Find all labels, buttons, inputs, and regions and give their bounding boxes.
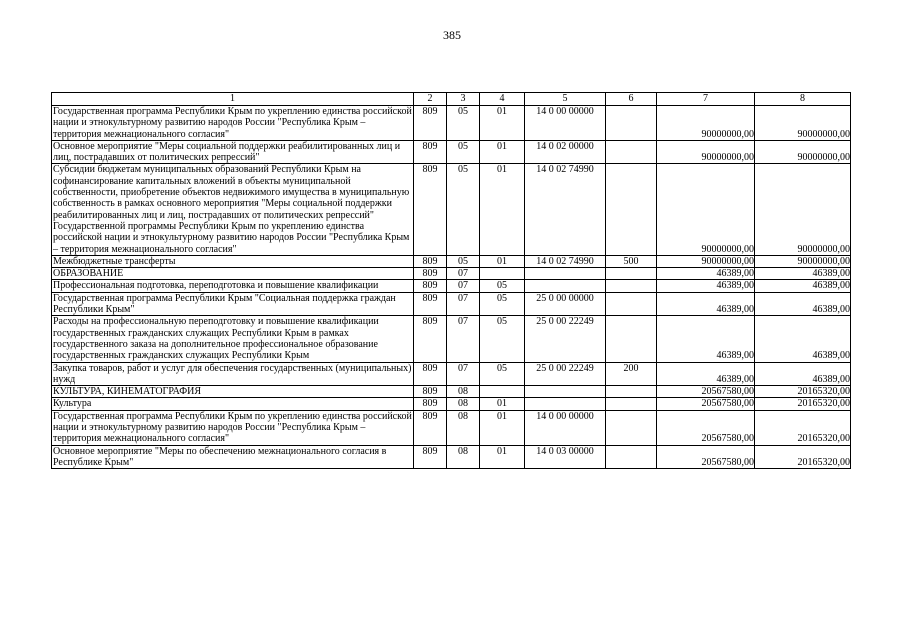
cell-section: 05 (447, 255, 480, 267)
row-name: Субсидии бюджетам муниципальных образований Республики Крым на софинансирование капитальных вложений в объекты муниципальной собственности, приобретение объектов недвижимого имущества в муниципальную собственность в рамках основного мероприятия "Меры социальной поддержки реабилитированных лиц и лиц, пострадавших от политических репрессий" Государственной программы Республики Крым по укреплению единства российской нации и этнокультурному развитию народов России "Республика Крым – территория межнационального согласия" (52, 164, 414, 255)
cell-amount-2: 20165320,00 (755, 398, 851, 410)
table-row (52, 106, 851, 141)
row-name: ОБРАЗОВАНИЕ (52, 268, 414, 280)
row-name: Основное мероприятие "Меры по обеспечению межнационального согласия в Республике Крым" (52, 445, 414, 469)
cell-admin-code: 809 (414, 106, 447, 141)
cell-subsection: 01 (480, 106, 525, 141)
row-name: Межбюджетные трансферты (52, 255, 414, 267)
cell-admin-code: 809 (414, 268, 447, 280)
cell-subsection: 01 (480, 398, 525, 410)
cell-amount-1: 90000000,00 (657, 106, 755, 141)
cell-expense-type (606, 445, 657, 469)
cell-admin-code: 809 (414, 292, 447, 316)
cell-section: 07 (447, 292, 480, 316)
cell-section: 05 (447, 164, 480, 255)
column-header: 5 (525, 93, 606, 106)
cell-target-article: 14 0 02 74990 (525, 164, 606, 255)
column-header: 7 (657, 93, 755, 106)
cell-target-article (525, 268, 606, 280)
cell-amount-1: 46389,00 (657, 292, 755, 316)
cell-amount-1: 20567580,00 (657, 445, 755, 469)
cell-subsection: 05 (480, 280, 525, 292)
cell-subsection (480, 386, 525, 398)
cell-admin-code: 809 (414, 255, 447, 267)
row-name: Закупка товаров, работ и услуг для обеспечения государственных (муниципальных) нужд (52, 362, 414, 386)
cell-expense-type (606, 164, 657, 255)
column-header: 2 (414, 93, 447, 106)
cell-subsection: 05 (480, 362, 525, 386)
cell-section: 05 (447, 106, 480, 141)
table-row (52, 445, 851, 469)
cell-amount-1: 46389,00 (657, 268, 755, 280)
cell-subsection: 01 (480, 140, 525, 164)
table-row (52, 362, 851, 386)
cell-target-article: 14 0 00 00000 (525, 106, 606, 141)
table-row (52, 316, 851, 362)
cell-admin-code: 809 (414, 362, 447, 386)
cell-expense-type (606, 386, 657, 398)
cell-section: 07 (447, 268, 480, 280)
row-name: Государственная программа Республики Крым "Социальная поддержка граждан Республики Крым" (52, 292, 414, 316)
page-number: 385 (443, 28, 461, 42)
cell-expense-type (606, 106, 657, 141)
cell-target-article: 25 0 00 00000 (525, 292, 606, 316)
cell-amount-1: 90000000,00 (657, 164, 755, 255)
cell-section: 07 (447, 316, 480, 362)
cell-admin-code: 809 (414, 386, 447, 398)
cell-amount-1: 20567580,00 (657, 410, 755, 445)
cell-amount-2: 90000000,00 (755, 106, 851, 141)
cell-amount-1: 46389,00 (657, 362, 755, 386)
row-name: Профессиональная подготовка, переподготовка и повышение квалификации (52, 280, 414, 292)
cell-amount-2: 90000000,00 (755, 140, 851, 164)
table-row (52, 398, 851, 410)
cell-target-article: 14 0 00 00000 (525, 410, 606, 445)
cell-amount-1: 20567580,00 (657, 386, 755, 398)
cell-target-article: 14 0 02 00000 (525, 140, 606, 164)
cell-admin-code: 809 (414, 164, 447, 255)
cell-amount-2: 46389,00 (755, 268, 851, 280)
cell-section: 07 (447, 362, 480, 386)
cell-section: 08 (447, 445, 480, 469)
table-row (52, 164, 851, 255)
cell-subsection (480, 268, 525, 280)
cell-expense-type (606, 410, 657, 445)
cell-section: 08 (447, 398, 480, 410)
cell-amount-2: 20165320,00 (755, 410, 851, 445)
cell-subsection: 05 (480, 292, 525, 316)
cell-amount-1: 90000000,00 (657, 140, 755, 164)
cell-amount-1: 20567580,00 (657, 398, 755, 410)
cell-admin-code: 809 (414, 280, 447, 292)
cell-amount-2: 90000000,00 (755, 164, 851, 255)
table-row (52, 292, 851, 316)
cell-expense-type (606, 398, 657, 410)
cell-target-article (525, 280, 606, 292)
cell-expense-type (606, 292, 657, 316)
cell-subsection: 01 (480, 164, 525, 255)
cell-amount-2: 90000000,00 (755, 255, 851, 267)
cell-admin-code: 809 (414, 140, 447, 164)
cell-amount-1: 46389,00 (657, 280, 755, 292)
cell-expense-type: 200 (606, 362, 657, 386)
cell-target-article: 25 0 00 22249 (525, 362, 606, 386)
table-row (52, 140, 851, 164)
column-header: 1 (52, 93, 414, 106)
cell-admin-code: 809 (414, 410, 447, 445)
row-name: Государственная программа Республики Крым по укреплению единства российской нации и этнокультурному развитию народов России "Республика Крым – территория межнационального согласия" (53, 410, 412, 445)
cell-target-article: 14 0 03 00000 (525, 445, 606, 469)
table-row (52, 280, 851, 292)
column-header: 4 (480, 93, 525, 106)
cell-amount-2: 46389,00 (755, 292, 851, 316)
cell-subsection: 01 (480, 445, 525, 469)
cell-subsection: 01 (480, 410, 525, 445)
cell-admin-code: 809 (414, 445, 447, 469)
cell-subsection: 01 (480, 255, 525, 267)
table-row (52, 255, 851, 267)
budget-table (51, 92, 851, 469)
cell-amount-1: 90000000,00 (657, 255, 755, 267)
row-name: Культура (52, 398, 414, 410)
cell-amount-1: 46389,00 (657, 316, 755, 362)
table-row (52, 386, 851, 398)
cell-target-article (525, 398, 606, 410)
table-row (52, 268, 851, 280)
header-row (52, 93, 851, 106)
cell-subsection: 05 (480, 316, 525, 362)
cell-expense-type (606, 268, 657, 280)
cell-section: 05 (447, 140, 480, 164)
cell-expense-type (606, 316, 657, 362)
cell-expense-type: 500 (606, 255, 657, 267)
cell-amount-2: 20165320,00 (755, 445, 851, 469)
cell-amount-2: 20165320,00 (755, 386, 851, 398)
cell-section: 08 (447, 386, 480, 398)
row-name: Государственная программа Республики Крым по укреплению единства российской нации и этнокультурному развитию народов России "Республика Крым – территория межнационального согласия" (53, 106, 412, 140)
column-header: 8 (755, 93, 851, 106)
cell-expense-type (606, 140, 657, 164)
cell-amount-2: 46389,00 (755, 316, 851, 362)
cell-expense-type (606, 280, 657, 292)
row-name: КУЛЬТУРА, КИНЕМАТОГРАФИЯ (52, 386, 414, 398)
cell-target-article (525, 386, 606, 398)
cell-amount-2: 46389,00 (755, 362, 851, 386)
column-header: 6 (606, 93, 657, 106)
table-row (52, 410, 851, 445)
cell-section: 07 (447, 280, 480, 292)
column-header: 3 (447, 93, 480, 106)
cell-amount-2: 46389,00 (755, 280, 851, 292)
cell-target-article: 25 0 00 22249 (525, 316, 606, 362)
row-name: Расходы на профессиональную переподготовку и повышение квалификации государственных гражданских служащих Республики Крым в рамках государственного заказа на дополнительное профессиональное образование государственных гражданских служащих Республики Крым (52, 316, 414, 362)
cell-admin-code: 809 (414, 316, 447, 362)
row-name: Основное мероприятие "Меры социальной поддержки реабилитированных лиц и лиц, пострадавших от политических репрессий" (52, 140, 414, 164)
cell-section: 08 (447, 410, 480, 445)
cell-target-article: 14 0 02 74990 (525, 255, 606, 267)
cell-admin-code: 809 (414, 398, 447, 410)
